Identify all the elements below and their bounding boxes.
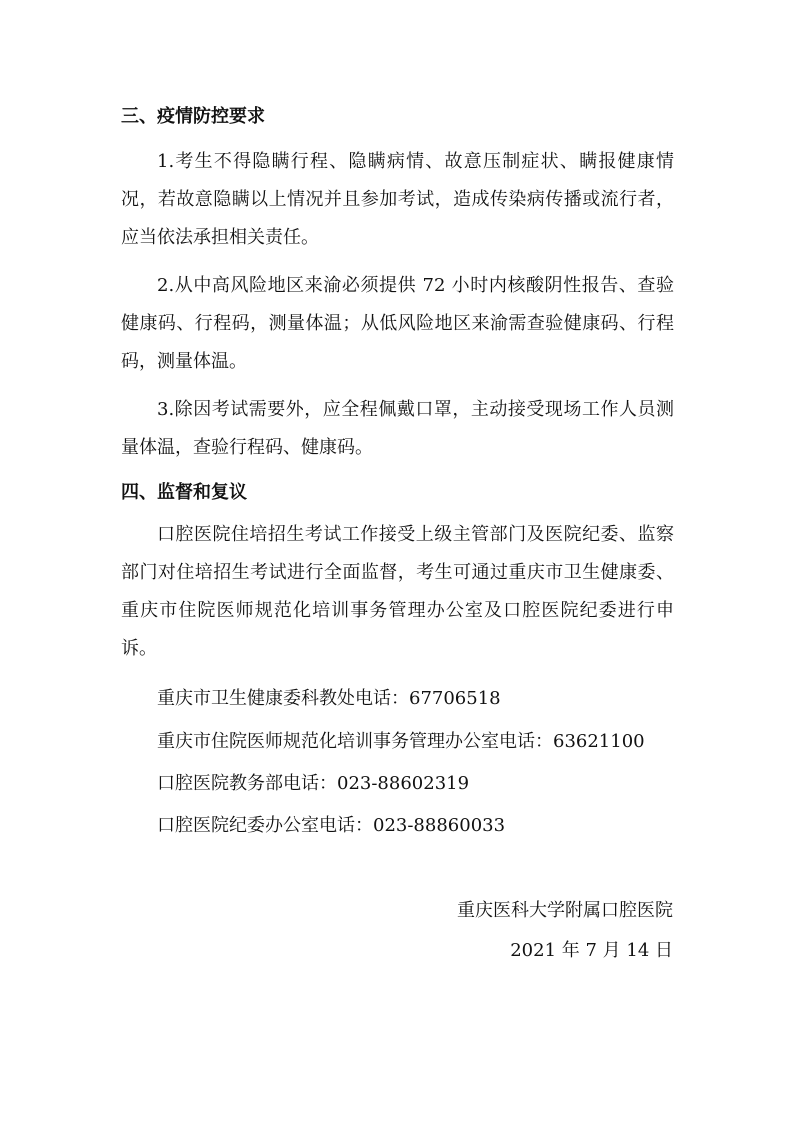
contact-academic-affairs: 口腔医院教务部电话：023-88602319 — [157, 773, 470, 794]
paragraph-epidemic-3: 3.除因考试需要外，应全程佩戴口罩，主动接受现场工作人员测量体温，查验行程码、健康码。 — [121, 399, 674, 458]
paragraph-supervision: 口腔医院住培招生考试工作接受上级主管部门及医院纪委、监察部门对住培招生考试进行全面监督，考生可通过重庆市卫生健康委、重庆市住院医师规范化培训事务管理办公室及口腔医院纪委进行申诉。 — [121, 524, 674, 659]
contact-residency-office: 重庆市住院医师规范化培训事务管理办公室电话：63621100 — [157, 731, 645, 752]
paragraph-epidemic-1: 1.考生不得隐瞒行程、隐瞒病情、故意压制症状、瞒报健康情况，若故意隐瞒以上情况并且参加考试，造成传染病传播或流行者，应当依法承担相关责任。 — [121, 151, 674, 248]
signature-date: 2021 年 7 月 14 日 — [510, 940, 673, 961]
contact-health-commission: 重庆市卫生健康委科教处电话：67706518 — [157, 688, 501, 709]
signature-organization: 重庆医科大学附属口腔医院 — [457, 900, 673, 921]
section-heading-supervision: 四、监督和复议 — [121, 482, 247, 503]
section-heading-epidemic-control: 三、疫情防控要求 — [121, 106, 265, 127]
paragraph-epidemic-2: 2.从中高风险地区来渝必须提供 72 小时内核酸阴性报告、查验健康码、行程码，测量体温；从低风险地区来渝需查验健康码、行程码，测量体温。 — [121, 275, 674, 372]
contact-discipline-office: 口腔医院纪委办公室电话：023-88860033 — [157, 815, 506, 836]
